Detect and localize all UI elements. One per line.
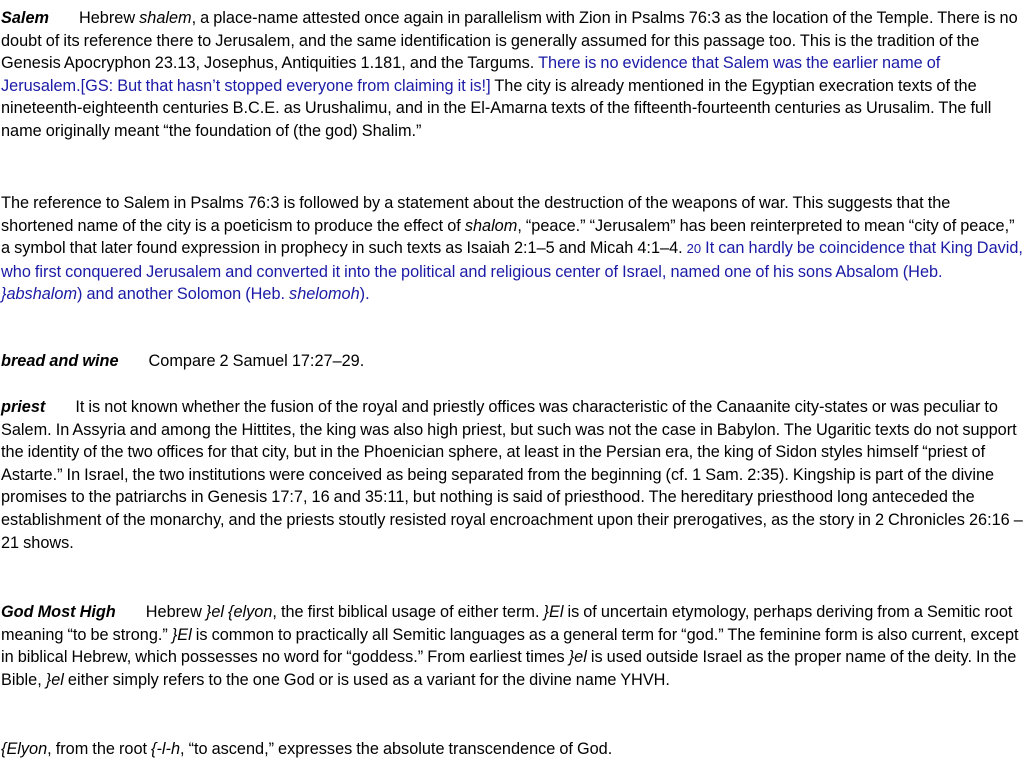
entry-text: Hebrew — [78, 9, 140, 27]
hebrew-word: }el {elyon — [205, 603, 273, 621]
entry-text: , “peace.” “Jerusalem” has been reinterpreted to mean “city of peace,” a symbol that later found expression in prophecy in such texts as Isaiah 2:1–5 and Micah 4:1–4. — [1, 216, 1015, 258]
editorial-note: There is no evidence that Salem was the earlier name of Jerusalem.[GS: But that hasn’t stopped everyone from claiming it is!] — [1, 54, 941, 95]
editorial-note: ). — [359, 285, 370, 304]
entry-term-god-most-high: God Most High — [1, 603, 116, 621]
hebrew-word: shalem — [139, 9, 192, 27]
entry-text: , “to ascend,” expresses the absolute transcendence of God. — [180, 740, 613, 758]
note-reference: 20 — [686, 241, 702, 257]
entry-salem-continued — [1, 192, 1023, 306]
hebrew-word: }el — [45, 670, 64, 689]
hebrew-root: {-l-h — [151, 740, 181, 758]
entry-elyon — [1, 738, 1023, 761]
entry-term-priest: priest — [1, 398, 46, 416]
entry-text: is used outside Israel as the proper name of the deity. In the Bible, — [1, 648, 1017, 689]
hebrew-word: }El — [543, 603, 564, 621]
entry-term-bread-and-wine: bread and wine — [1, 352, 119, 370]
entry-text: either simply refers to the one God or is used as a variant for the divine name YHVH. — [63, 670, 670, 689]
entry-text: is of uncertain etymology, perhaps deriving from a Semitic root meaning “to be strong.” — [1, 603, 1013, 644]
entry-text: , the first biblical usage of either term. — [272, 603, 544, 621]
entry-text: Compare 2 Samuel 17:27–29. — [148, 352, 365, 370]
hebrew-word: {Elyon — [1, 740, 48, 758]
entry-text: , from the root — [47, 740, 152, 758]
entry-text: is common to practically all Semitic languages as a general term for “god.” The feminine form is also current, except in biblical Hebrew, which possesses no word for “goddess.” From earliest times — [1, 625, 1019, 667]
hebrew-word: shalom — [464, 216, 518, 235]
hebrew-word: }el — [568, 648, 587, 667]
hebrew-word: }El — [171, 625, 192, 644]
editorial-note: It can hardly be coincidence that King David, who first conquered Jerusalem and converted it into the political and religious center of Israel, named one of his sons Absalom (Heb. — [1, 239, 1023, 281]
entry-bread-and-wine — [1, 350, 1023, 373]
entry-term-salem: Salem — [1, 9, 49, 27]
entry-text: , a place-name attested once again in parallelism with Zion in Psalms 76:3 as the location of the Temple. There is no doubt of its reference there to Jerusalem, and the same identification is generally assumed for this passage too. This is the tradition of the Genesis Apocryphon 23.13, Josephus, Antiquities 1.181, and the Targums. — [1, 9, 1018, 73]
hebrew-word: shelomoh — [289, 285, 360, 304]
entry-text: The city is already mentioned in the Egyptian execration texts of the nineteenth-eighteenth centuries B.C.E. as Urushalimu, and in the El-Amarna texts of the fifteenth-fourteenth centuries as Urusalim. The full name originally meant “the foundation of (the god) Shalim.” — [1, 76, 992, 140]
entry-text: Hebrew — [145, 603, 206, 621]
entry-text: It is not known whether the fusion of the royal and priestly offices was characteristic of the Canaanite city-states or was peculiar to Salem. In Assyria and among the Hittites, the king was also high priest, but such was not the case in Babylon. The Ugaritic texts do not support the identity of the two offices for that city, but in the Phoenician sphere, at least in the Persian era, the king of Sidon styles himself “priest of Astarte.” In Israel, the two institutions were conceived as being separated from the beginning (cf. 1 Sam. 2:35). Kingship is part of the divine promises to the patriarchs in Genesis 17:7, 16 and 35:11, but nothing is said of priesthood. The hereditary priesthood long anteceded the establishment of the monarchy, and the priests stoutly resisted royal encroachment upon their prerogatives, as the story in 2 Chronicles 26:16 –21 shows. — [1, 398, 1023, 552]
entry-salem — [1, 7, 1023, 143]
entry-god-most-high — [1, 601, 1023, 691]
entry-priest — [1, 396, 1023, 554]
entry-text: The reference to Salem in Psalms 76:3 is followed by a statement about the destruction of the weapons of war. This suggests that the shortened name of the city is a poeticism to produce the effect of — [1, 194, 951, 235]
hebrew-word: }abshalom — [1, 285, 78, 304]
editorial-note: ) and another Solomon (Heb. — [77, 285, 290, 304]
